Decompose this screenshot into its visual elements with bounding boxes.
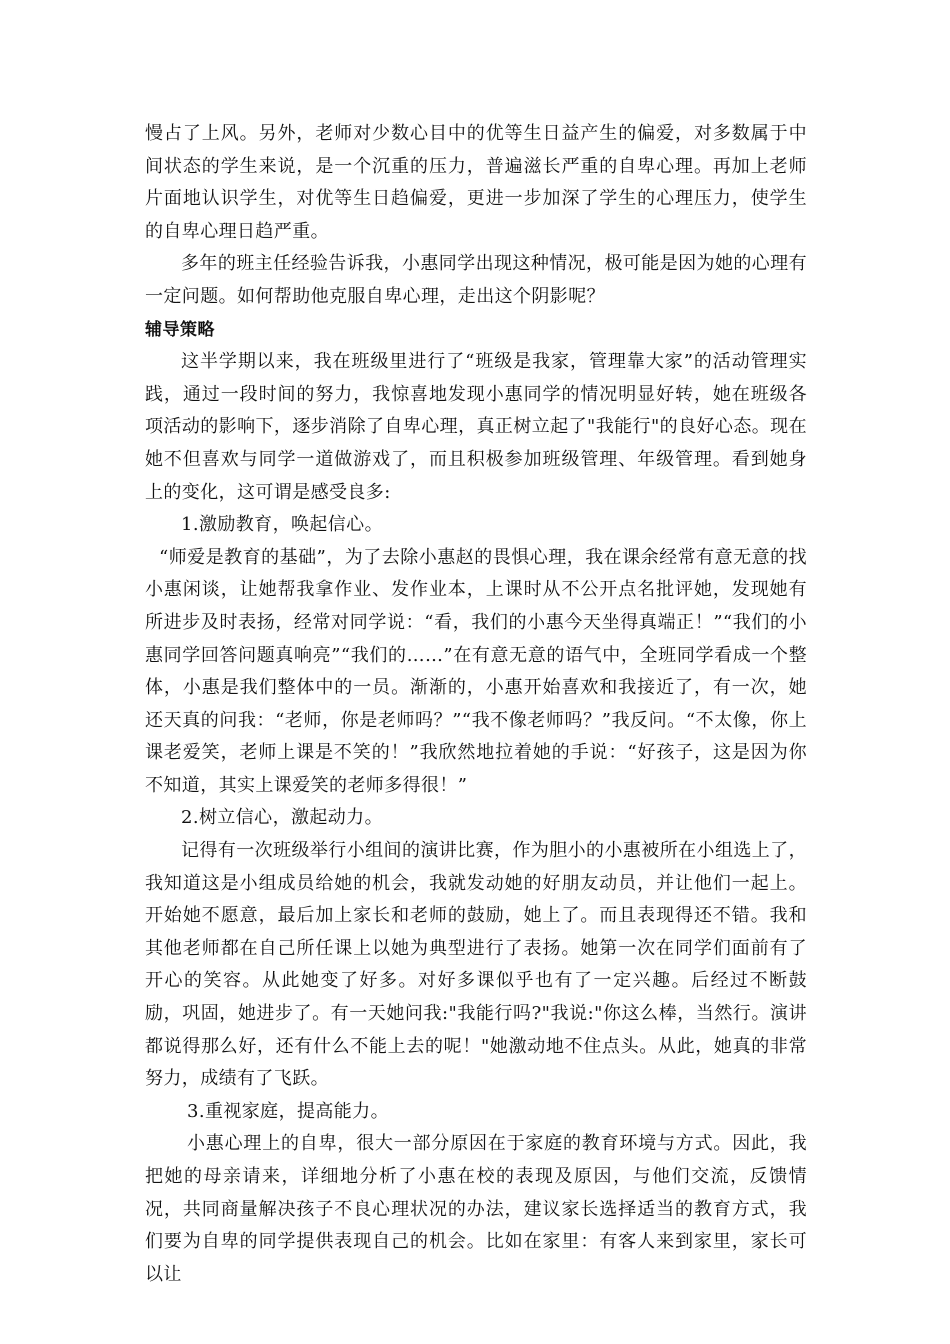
subheading-confidence: 2.树立信心，激起动力。 <box>181 807 383 829</box>
paragraph-strategy-intro: 这半学期以来，我在班级里进行了“班级是我家，管理靠大家”的活动管理实践，通过一段时间的努力，我惊喜地发现小惠同学的情况明显好转，她在班级各项活动的影响下，逐步消除了自卑心理，真正树立起了"我能行"的良好心态。现在她不但喜欢与同学一道做游戏了，而且积极参加班级管理、年级管理。看到她身上的变化，这可谓是感受良多: <box>145 351 807 503</box>
document-body <box>145 118 807 1291</box>
paragraph-family: 小惠心理上的自卑，很大一部分原因在于家庭的教育环境与方式。因此，我把她的母亲请来，详细地分析了小惠在校的表现及原因，与他们交流，反馈情况，共同商量解决孩子不良心理状况的办法，建议家长选择适当的教育方式，我们要为自卑的同学提供表现自己的机会。比如在家里：有客人来到家里，家长可以让 <box>145 1133 807 1285</box>
subheading-encouragement: 1.激励教育，唤起信心。 <box>181 514 383 536</box>
paragraph-confidence: 记得有一次班级举行小组间的演讲比赛，作为胆小的小惠被所在小组选上了，我知道这是小组成员给她的机会，我就发动她的好朋友动员，并让他们一起上。开始她不愿意，最后加上家长和老师的鼓励，她上了。而且表现得还不错。我和其他老师都在自己所任课上以她为典型进行了表扬。她第一次在同学们面前有了开心的笑容。从此她变了好多。对好多课似乎也有了一定兴趣。后经过不断鼓励，巩固，她进步了。有一天她问我:"我能行吗?"我说:"你这么棒，当然行。演讲都说得那么好，还有什么不能上去的呢！"她激动地不住点头。从此，她真的非常努力，成绩有了飞跃。 <box>145 840 807 1090</box>
paragraph-continuation: 慢占了上风。另外，老师对少数心目中的优等生日益产生的偏爱，对多数属于中间状态的学生来说，是一个沉重的压力，普遍滋长严重的自卑心理。再加上老师片面地认识学生，对优等生日趋偏爱，更进一步加深了学生的心理压力，使学生的自卑心理日趋严重。 <box>145 123 807 242</box>
paragraph-encouragement: “师爱是教育的基础”，为了去除小惠赵的畏惧心理，我在课余经常有意无意的找小惠闲谈，让她帮我拿作业、发作业本，上课时从不公开点名批评她，发现她有所进步及时表扬，经常对同学说：“看，我们的小惠今天坐得真端正！”“我们的小惠同学回答问题真响亮”“我们的……”在有意无意的语气中，全班同学看成一个整体，小惠是我们整体中的一员。渐渐的，小惠开始喜欢和我接近了，有一次，她还天真的问我：“老师，你是老师吗？”“我不像老师吗？”我反问。“不太像，你上课老爱笑，老师上课是不笑的！”我欣然地拉着她的手说：“好孩子，这是因为你不知道，其实上课爱笑的老师多得很！” <box>145 546 807 796</box>
subheading-family: 3.重视家庭，提高能力。 <box>187 1100 389 1122</box>
section-heading-strategy: 辅导策略 <box>145 319 215 340</box>
paragraph-experience: 多年的班主任经验告诉我，小惠同学出现这种情况，极可能是因为她的心理有一定问题。如何帮助他克服自卑心理，走出这个阴影呢？ <box>145 253 807 307</box>
